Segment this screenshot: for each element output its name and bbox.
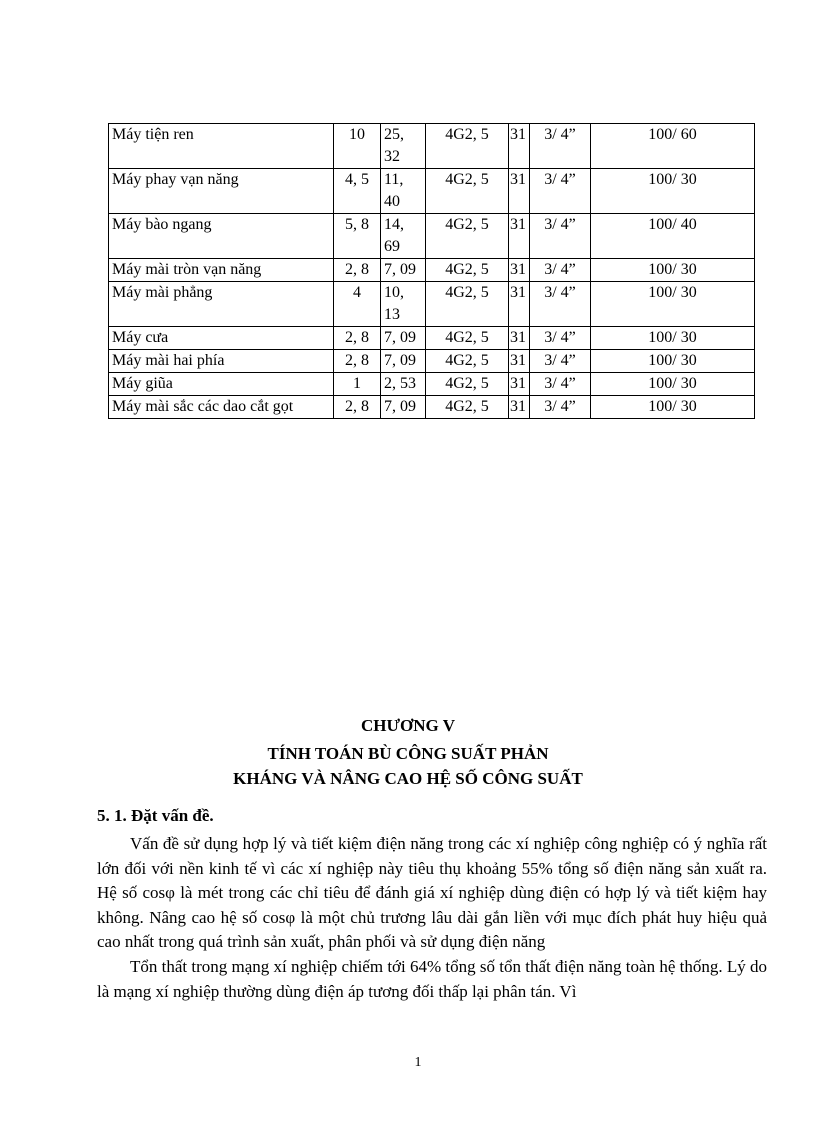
table-cell: 2, 8: [334, 327, 381, 350]
table-cell: Máy mài phẳng: [109, 282, 334, 327]
table-cell: 7, 09: [381, 259, 426, 282]
table-cell: 100/ 30: [591, 282, 755, 327]
table-cell: 100/ 30: [591, 350, 755, 373]
table-cell: 5, 8: [334, 214, 381, 259]
paragraph-1: Vấn đề sử dụng hợp lý và tiết kiệm điện năng trong các xí nghiệp công nghiệp có ý nghĩa rất lớn đối với nền kinh tế vì các xí nghiệp này tiêu thụ khoảng 55% tổng số điện năng sản xuất ra. Hệ số cosφ là mét trong các chỉ tiêu để đánh giá xí nghiệp dùng điện có hợp lý và tiết kiệm hay không. Nâng cao hệ số cosφ là một chủ trương lâu dài gắn liền với mục đích phát huy hiệu quả cao nhất trong quá trình sản xuất, phân phối và sử dụng điện năng: [97, 834, 767, 952]
table-cell: Máy cưa: [109, 327, 334, 350]
table-cell: 100/ 30: [591, 396, 755, 419]
table-cell: 3/ 4”: [530, 396, 591, 419]
table-cell: 25, 32: [381, 124, 426, 169]
table-cell: 100/ 30: [591, 259, 755, 282]
table-row: [109, 124, 755, 169]
equipment-table: [108, 123, 755, 419]
table-cell: 100/ 60: [591, 124, 755, 169]
table-cell: 1: [334, 373, 381, 396]
table-cell: 4, 5: [334, 169, 381, 214]
page-number: 1: [414, 1055, 422, 1070]
table-cell: Máy phay vạn năng: [109, 169, 334, 214]
table-cell: 7, 09: [381, 396, 426, 419]
table-cell: 11, 40: [381, 169, 426, 214]
table-cell: 31: [509, 327, 530, 350]
table-cell: 3/ 4”: [530, 169, 591, 214]
table-cell: Máy mài hai phía: [109, 350, 334, 373]
table-row: [109, 169, 755, 214]
table-cell: 3/ 4”: [530, 259, 591, 282]
table-cell: 2, 8: [334, 259, 381, 282]
table-cell: 4G2, 5: [426, 124, 509, 169]
table-cell: 31: [509, 169, 530, 214]
table-cell: 3/ 4”: [530, 214, 591, 259]
table-row: [109, 327, 755, 350]
chapter-title-line2: KHÁNG VÀ NÂNG CAO HỆ SỐ CÔNG SUẤT: [233, 769, 583, 788]
table-cell: 2, 8: [334, 350, 381, 373]
table-cell: 31: [509, 259, 530, 282]
table-cell: 3/ 4”: [530, 373, 591, 396]
table-row: [109, 373, 755, 396]
table-cell: Máy mài tròn vạn năng: [109, 259, 334, 282]
table-cell: 31: [509, 396, 530, 419]
table-cell: 10, 13: [381, 282, 426, 327]
paragraph-2: Tổn thất trong mạng xí nghiệp chiếm tới 64% tổng số tổn thất điện năng toàn hệ thống. Lý do là mạng xí nghiệp thường dùng điện áp tương đối thấp lại phân tán. Vì: [97, 956, 767, 1001]
table-cell: 10: [334, 124, 381, 169]
table-row: [109, 396, 755, 419]
table-row: [109, 214, 755, 259]
table-cell: Máy giũa: [109, 373, 334, 396]
table-cell: 2, 53: [381, 373, 426, 396]
table-cell: 4G2, 5: [426, 373, 509, 396]
table-cell: 4G2, 5: [426, 282, 509, 327]
table-cell: 100/ 30: [591, 327, 755, 350]
table-cell: 3/ 4”: [530, 124, 591, 169]
table-cell: 31: [509, 282, 530, 327]
table-cell: 4G2, 5: [426, 214, 509, 259]
table-cell: 100/ 40: [591, 214, 755, 259]
section-heading: 5. 1. Đặt vấn đề.: [97, 806, 214, 825]
table-cell: 31: [509, 350, 530, 373]
table-cell: 14, 69: [381, 214, 426, 259]
table-cell: 3/ 4”: [530, 327, 591, 350]
chapter-title-line1: TÍNH TOÁN BÙ CÔNG SUẤT PHẢN: [267, 744, 549, 763]
table-cell: 31: [509, 373, 530, 396]
table-cell: 31: [509, 124, 530, 169]
table-cell: 4G2, 5: [426, 169, 509, 214]
chapter-number: CHƯƠNG V: [361, 716, 455, 735]
table-cell: 4G2, 5: [426, 327, 509, 350]
table-cell: 7, 09: [381, 350, 426, 373]
table-cell: Máy mài sắc các dao cắt gọt: [109, 396, 334, 419]
table-cell: 4G2, 5: [426, 259, 509, 282]
table-cell: 7, 09: [381, 327, 426, 350]
body-text: [97, 832, 767, 1004]
table-cell: 3/ 4”: [530, 282, 591, 327]
table-cell: 100/ 30: [591, 373, 755, 396]
equipment-table-body: [109, 124, 755, 419]
table-cell: 3/ 4”: [530, 350, 591, 373]
table-row: [109, 282, 755, 327]
table-cell: 4G2, 5: [426, 396, 509, 419]
table-cell: 100/ 30: [591, 169, 755, 214]
table-row: [109, 259, 755, 282]
table-cell: 4G2, 5: [426, 350, 509, 373]
table-cell: 4: [334, 282, 381, 327]
table-cell: 2, 8: [334, 396, 381, 419]
table-cell: Máy tiện ren: [109, 124, 334, 169]
table-row: [109, 350, 755, 373]
table-cell: Máy bào ngang: [109, 214, 334, 259]
table-cell: 31: [509, 214, 530, 259]
